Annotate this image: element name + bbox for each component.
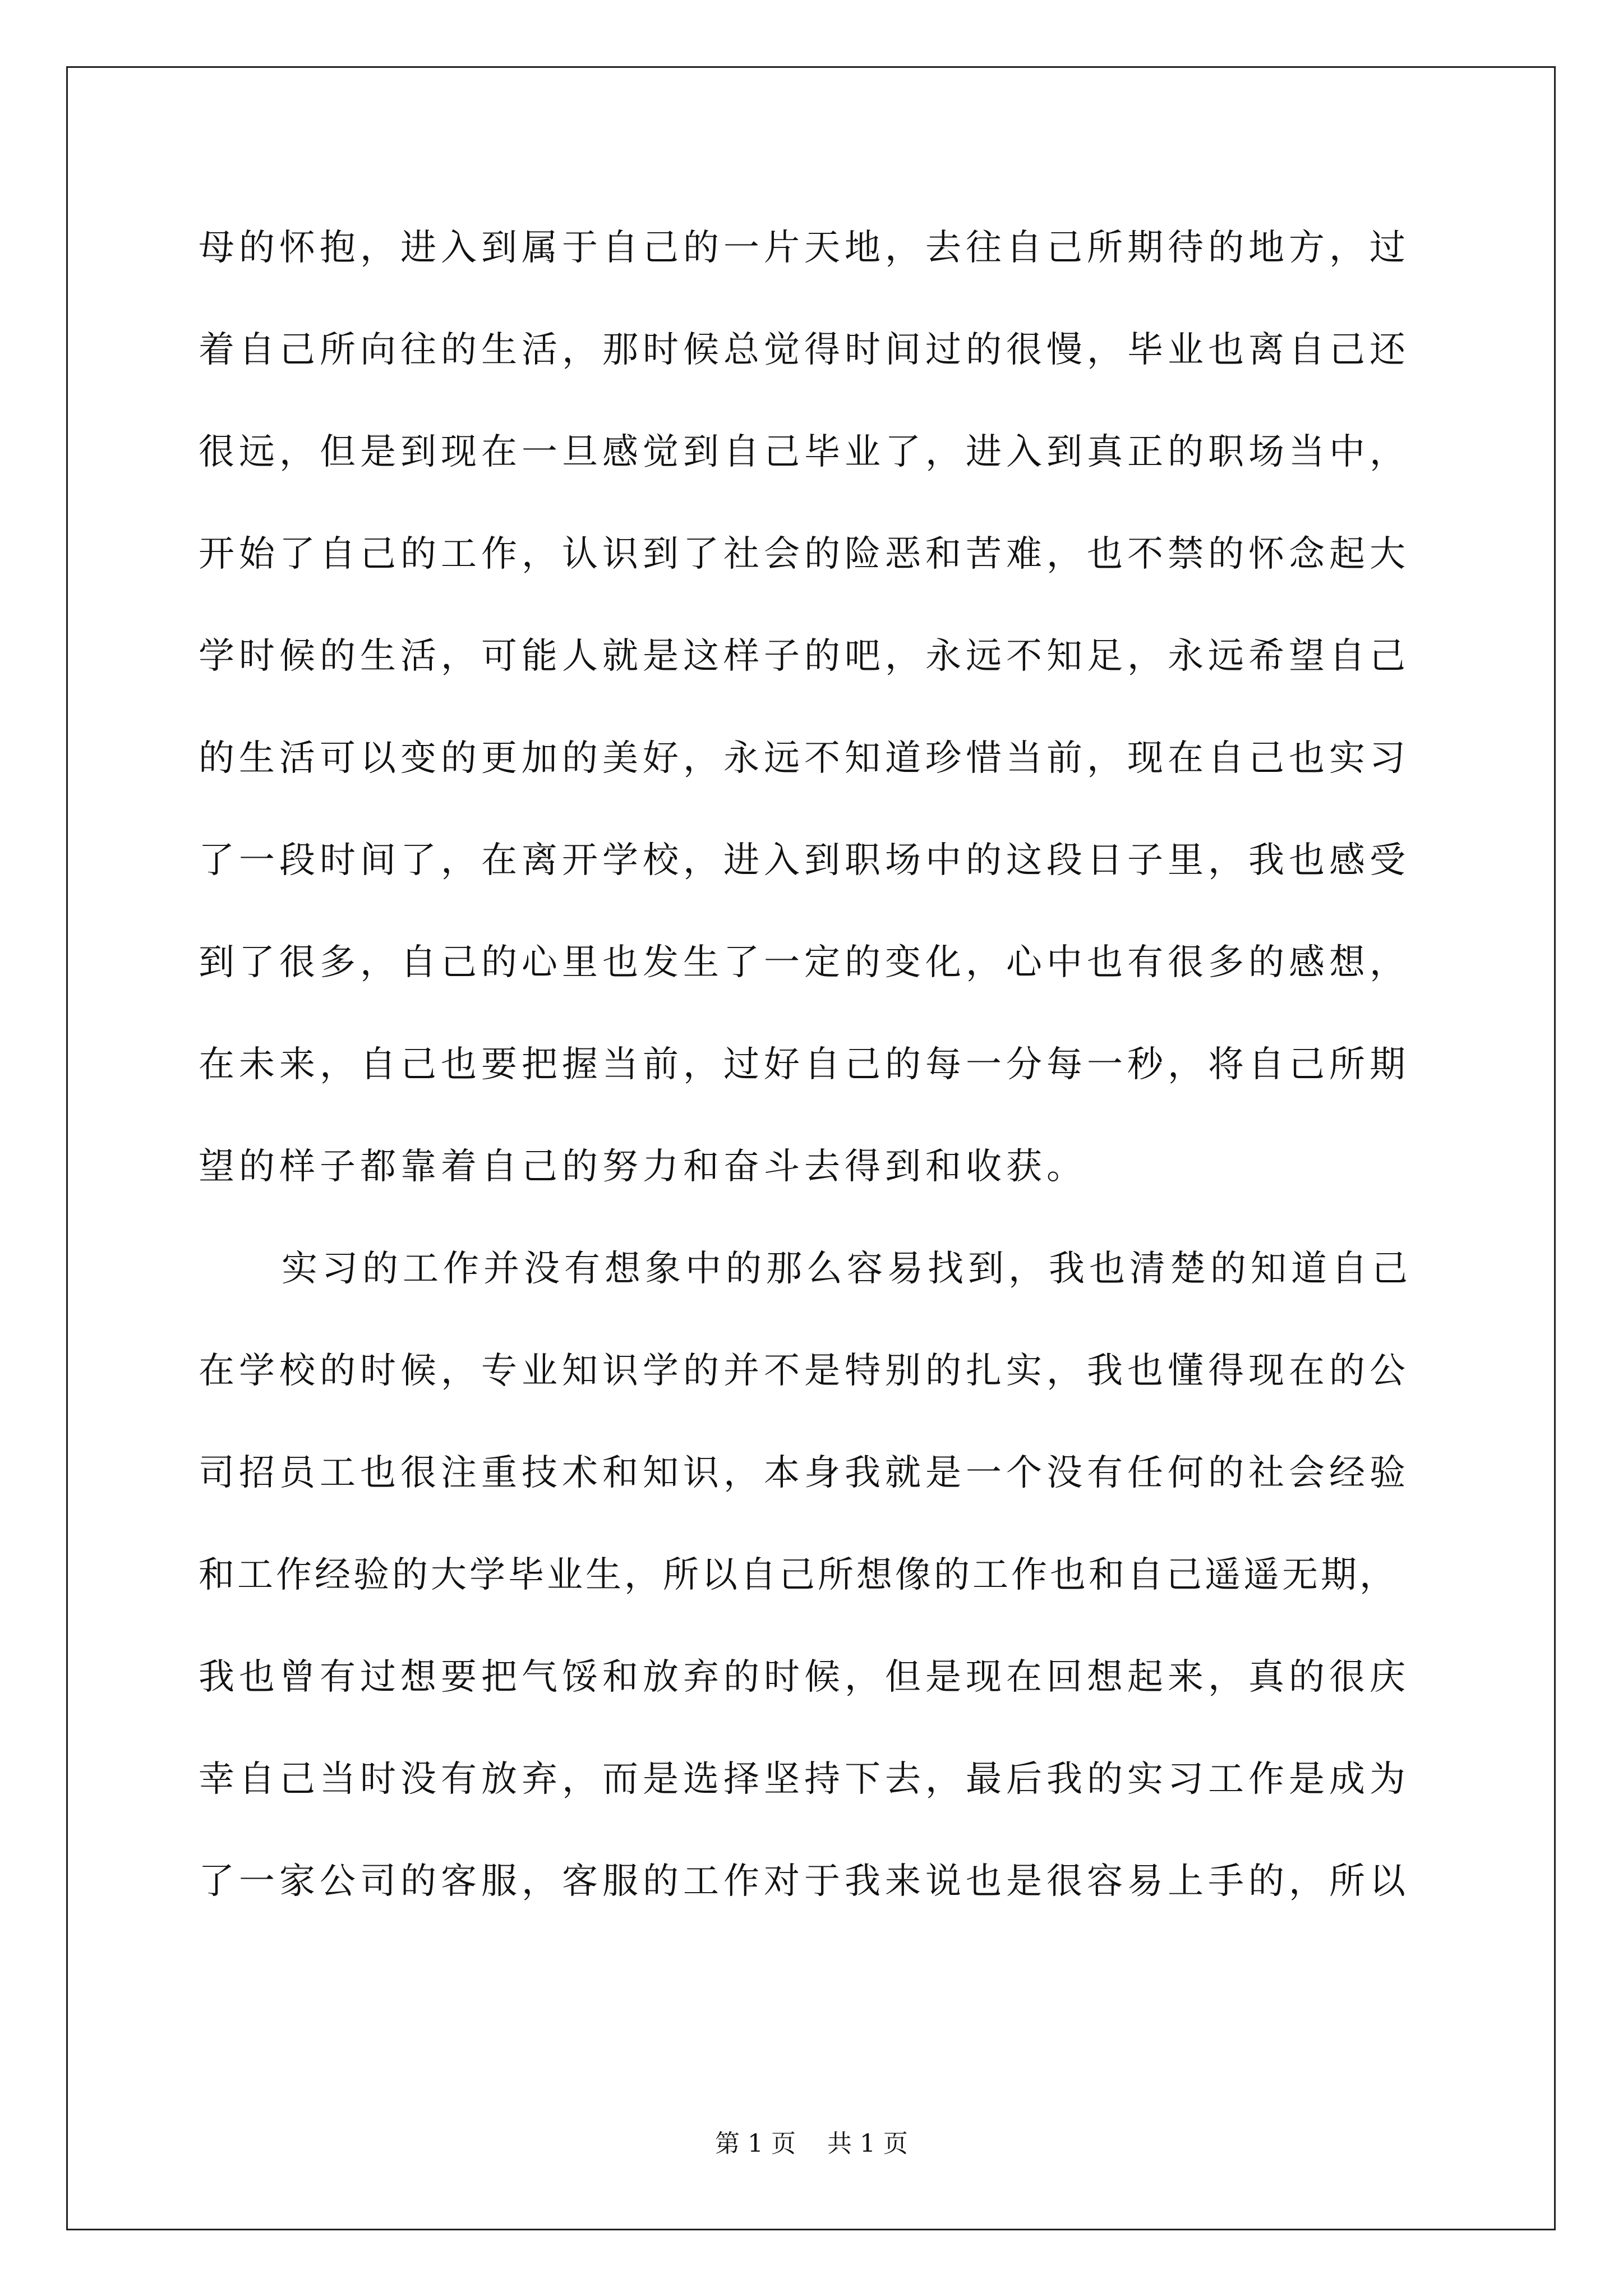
text-line: 幸自己当时没有放弃，而是选择坚持下去，最后我的实习工作是成为 xyxy=(199,1759,1410,1800)
text-line: 望的样子都靠着自己的努力和奋斗去得到和收获。 xyxy=(199,1146,1087,1188)
text-line: 了一家公司的客服，客服的工作对于我来说也是很容易上手的，所以 xyxy=(199,1861,1410,1902)
text-line: 很远，但是到现在一旦感觉到自己毕业了，进入到真正的职场当中， xyxy=(199,431,1410,473)
text-line: 学时候的生活，可能人就是这样子的吧，永远不知足，永远希望自己 xyxy=(199,636,1410,677)
text-line: 着自己所向往的生活，那时候总觉得时间过的很慢，毕业也离自己还 xyxy=(199,329,1410,371)
text-line: 在未来，自己也要把握当前，过好自己的每一分每一秒，将自己所期 xyxy=(199,1044,1410,1085)
page-footer: 第 1 页 共 1 页 xyxy=(715,2129,908,2158)
paragraph-start-line: 实习的工作并没有想象中的那么容易找到，我也清楚的知道自己 xyxy=(282,1248,1412,1290)
text-line: 我也曾有过想要把气馁和放弃的时候，但是现在回想起来，真的很庆 xyxy=(199,1657,1410,1698)
text-line: 司招员工也很注重技术和知识，本身我就是一个没有任何的社会经验 xyxy=(199,1452,1410,1494)
text-line: 的生活可以变的更加的美好，永远不知道珍惜当前，现在自己也实习 xyxy=(199,738,1410,779)
text-line: 母的怀抱，进入到属于自己的一片天地，去往自己所期待的地方，过 xyxy=(199,227,1410,269)
text-line: 在学校的时候，专业知识学的并不是特别的扎实，我也懂得现在的公 xyxy=(199,1350,1410,1392)
text-line: 开始了自己的工作，认识到了社会的险恶和苦难，也不禁的怀念起大 xyxy=(199,533,1410,575)
text-line: 了一段时间了，在离开学校，进入到职场中的这段日子里，我也感受 xyxy=(199,840,1410,881)
text-line: 和工作经验的大学毕业生，所以自己所想像的工作也和自己遥遥无期， xyxy=(199,1554,1398,1596)
text-line: 到了很多，自己的心里也发生了一定的变化，心中也有很多的感想， xyxy=(199,942,1410,983)
